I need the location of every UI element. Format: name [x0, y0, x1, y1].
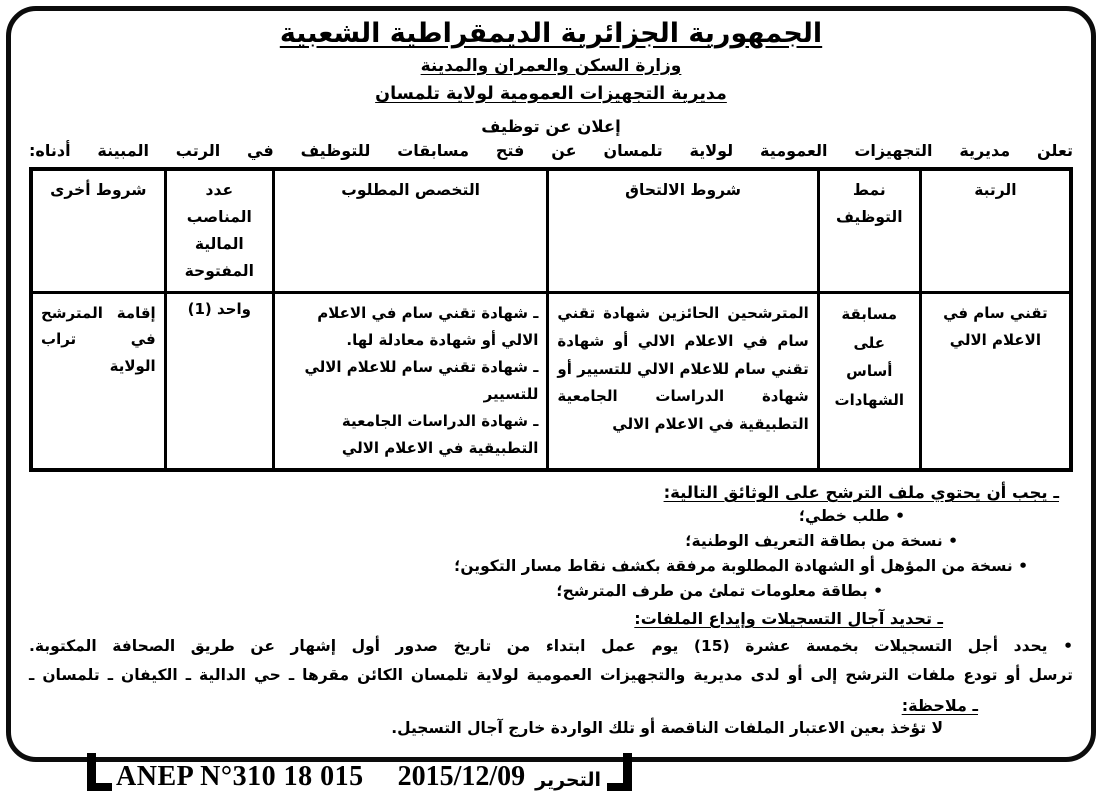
document-item: • نسخة من المؤهل أو الشهادة المطلوبة مرفقة بكشف نقاط مسار التكوين؛	[454, 557, 1028, 576]
footer-date: 2015/12/09	[397, 760, 526, 792]
document-item: • طلب خطي؛	[798, 507, 905, 526]
deadlines-heading: ـ تحديد آجال التسجيلات وإيداع الملفات:	[634, 608, 943, 628]
footer-right-bracket-icon	[607, 753, 632, 791]
specialty-item: ـ شهادة الدراسات الجامعية التطبيقية في الاعلام الالي	[341, 412, 539, 458]
note-body: لا تؤخذ بعين الاعتبار الملفات الناقصة أو تلك الواردة خارج آجال التسجيل.	[391, 718, 943, 737]
announcement-title: إعلان عن توظيف	[481, 116, 621, 136]
specialty-item: ـ شهادة تقني سام للاعلام الالي للتسيير	[304, 358, 539, 404]
cell-other-conditions: إقامة المترشح في تراب الولاية	[31, 293, 165, 471]
anep-reference: ANEP N°310 18 015	[116, 760, 364, 792]
announcement-page	[6, 6, 1096, 792]
column-header-eligibility: شروط الالتحاق	[548, 169, 818, 293]
directorate-title: مديرية التجهيزات العمومية لولاية تلمسان	[375, 83, 727, 104]
specialty-item: ـ شهادة تقني سام في الاعلام الالي أو شهادة معادلة لها.	[317, 304, 539, 350]
cell-eligibility: المترشحين الحائزين شهادة تقني سام في الاعلام الالي أو شهادة تقني سام للاعلام الالي للتسيير أو شهادة الدراسات الجامعية التطبيقية في الاعلام الالي	[548, 293, 818, 471]
column-header-open-positions: عدد المناصب المالية المفتوحة	[165, 169, 273, 293]
recruitment-table	[29, 167, 1073, 473]
cell-rank: تقني سام في الاعلام الالي	[920, 293, 1071, 471]
column-header-other-conditions: شروط أخرى	[31, 169, 165, 293]
country-title: الجمهورية الجزائرية الديمقراطية الشعبية	[279, 18, 823, 49]
footer	[29, 753, 1073, 791]
cell-open-positions: واحد (1)	[165, 293, 273, 471]
document-item: • نسخة من بطاقة التعريف الوطنية؛	[685, 532, 958, 551]
documents-heading: ـ يجب أن يحتوي ملف الترشح على الوثائق التالية:	[663, 483, 1059, 503]
document-item: • بطاقة معلومات تملئ من طرف المترشح؛	[556, 581, 883, 600]
intro-line: تعلن مديرية التجهيزات العمومية لولاية تلمسان عن فتح مسابقات للتوظيف في الرتب المبينة أدناه:	[29, 140, 1073, 160]
cell-required-specialty	[273, 293, 548, 471]
deadline-line: • يحدد أجل التسجيلات بخمسة عشرة (15) يوم عمل ابتداء من تاريخ صدور أول إشهار عن طريق الصحافة المكتوبة.	[29, 636, 1073, 655]
footer-date-label: التحرير	[535, 768, 602, 791]
ministry-title: وزارة السكن والعمران والمدينة	[420, 55, 682, 76]
table-header-row	[31, 169, 1071, 293]
column-header-recruitment-mode: نمط التوظيف	[818, 169, 920, 293]
note-heading: ـ ملاحظة:	[901, 695, 978, 715]
page-header	[29, 19, 1073, 136]
submission-line: ترسل أو تودع ملفات الترشح إلى أو لدى مديرية والتجهيزات العمومية لولاية تلمسان الكائن مقرها ـ حي الدالية ـ الكيفان ـ تلمسان ـ	[29, 666, 1073, 685]
footer-left-bracket-icon	[87, 753, 112, 791]
column-header-required-specialty: التخصص المطلوب	[273, 169, 548, 293]
cell-recruitment-mode: مسابقة على أساس الشهادات	[818, 293, 920, 471]
table-row	[31, 293, 1071, 471]
column-header-rank: الرتبة	[920, 169, 1071, 293]
